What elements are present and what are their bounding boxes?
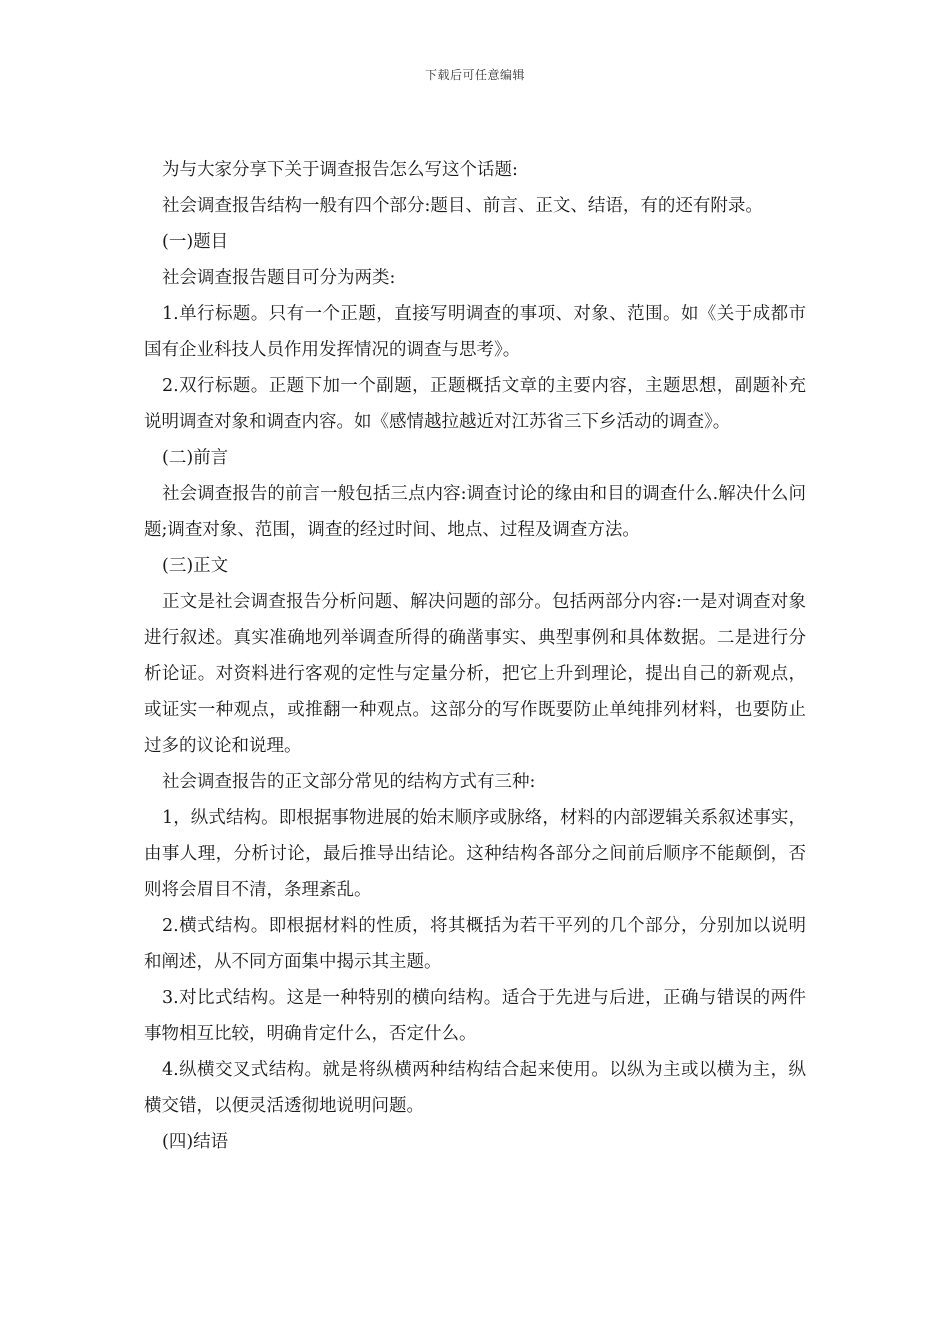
paragraph-cross-structure: 4.纵横交叉式结构。就是将纵横两种结构结合起来使用。以纵为主或以横为主，纵横交错，以便灵活透彻地说明问题。	[144, 1060, 806, 1116]
paragraph-contrast-structure: 3.对比式结构。这是一种特别的横向结构。适合于先进与后进，正确与错误的两件事物相互比较，明确肯定什么，否定什么。	[144, 988, 806, 1044]
paragraph-vertical-structure: 1，纵式结构。即根据事物进展的始末顺序或脉络，材料的内部逻辑关系叙述事实，由事人理，分析讨论，最后推导出结论。这种结构各部分之间前后顺序不能颠倒，否则将会眉目不清，条理紊乱。	[144, 808, 806, 900]
paragraph-body-content: 正文是社会调查报告分析问题、解决问题的部分。包括两部分内容:一是对调查对象进行叙述。真实准确地列举调查所得的确凿事实、典型事例和具体数据。二是进行分析论证。对资料进行客观的定性与定量分析，把它上升到理论，提出自己的新观点，或证实一种观点，或推翻一种观点。这部分的写作既要防止单纯排列材料，也要防止过多的议论和说理。	[144, 592, 806, 756]
section-heading-title: (一)题目	[162, 232, 229, 252]
paragraph-horizontal-structure: 2.横式结构。即根据材料的性质，将其概括为若干平列的几个部分，分别加以说明和阐述，从不同方面集中揭示其主题。	[144, 916, 806, 972]
section-heading-preface: (二)前言	[162, 448, 229, 468]
document-body	[144, 152, 806, 1160]
paragraph-title-types: 社会调查报告题目可分为两类:	[162, 268, 396, 288]
section-heading-body: (三)正文	[162, 556, 229, 576]
paragraph-single-title: 1.单行标题。只有一个正题，直接写明调查的事项、对象、范围。如《关于成都市国有企业科技人员作用发挥情况的调查与思考》。	[144, 304, 806, 360]
paragraph-body-structures: 社会调查报告的正文部分常见的结构方式有三种:	[162, 772, 536, 792]
paragraph-structure-overview: 社会调查报告结构一般有四个部分:题目、前言、正文、结语，有的还有附录。	[162, 196, 763, 216]
page-header: 下载后可任意编辑	[424, 68, 525, 82]
paragraph-intro: 为与大家分享下关于调查报告怎么写这个话题:	[162, 160, 518, 180]
paragraph-double-title: 2.双行标题。正题下加一个副题，正题概括文章的主要内容，主题思想，副题补充说明调查对象和调查内容。如《感情越拉越近对江苏省三下乡活动的调查》。	[144, 376, 806, 432]
paragraph-preface-content: 社会调查报告的前言一般包括三点内容:调查讨论的缘由和目的调查什么.解决什么问题;调查对象、范围，调查的经过时间、地点、过程及调查方法。	[144, 484, 806, 540]
section-heading-conclusion: (四)结语	[162, 1132, 229, 1152]
